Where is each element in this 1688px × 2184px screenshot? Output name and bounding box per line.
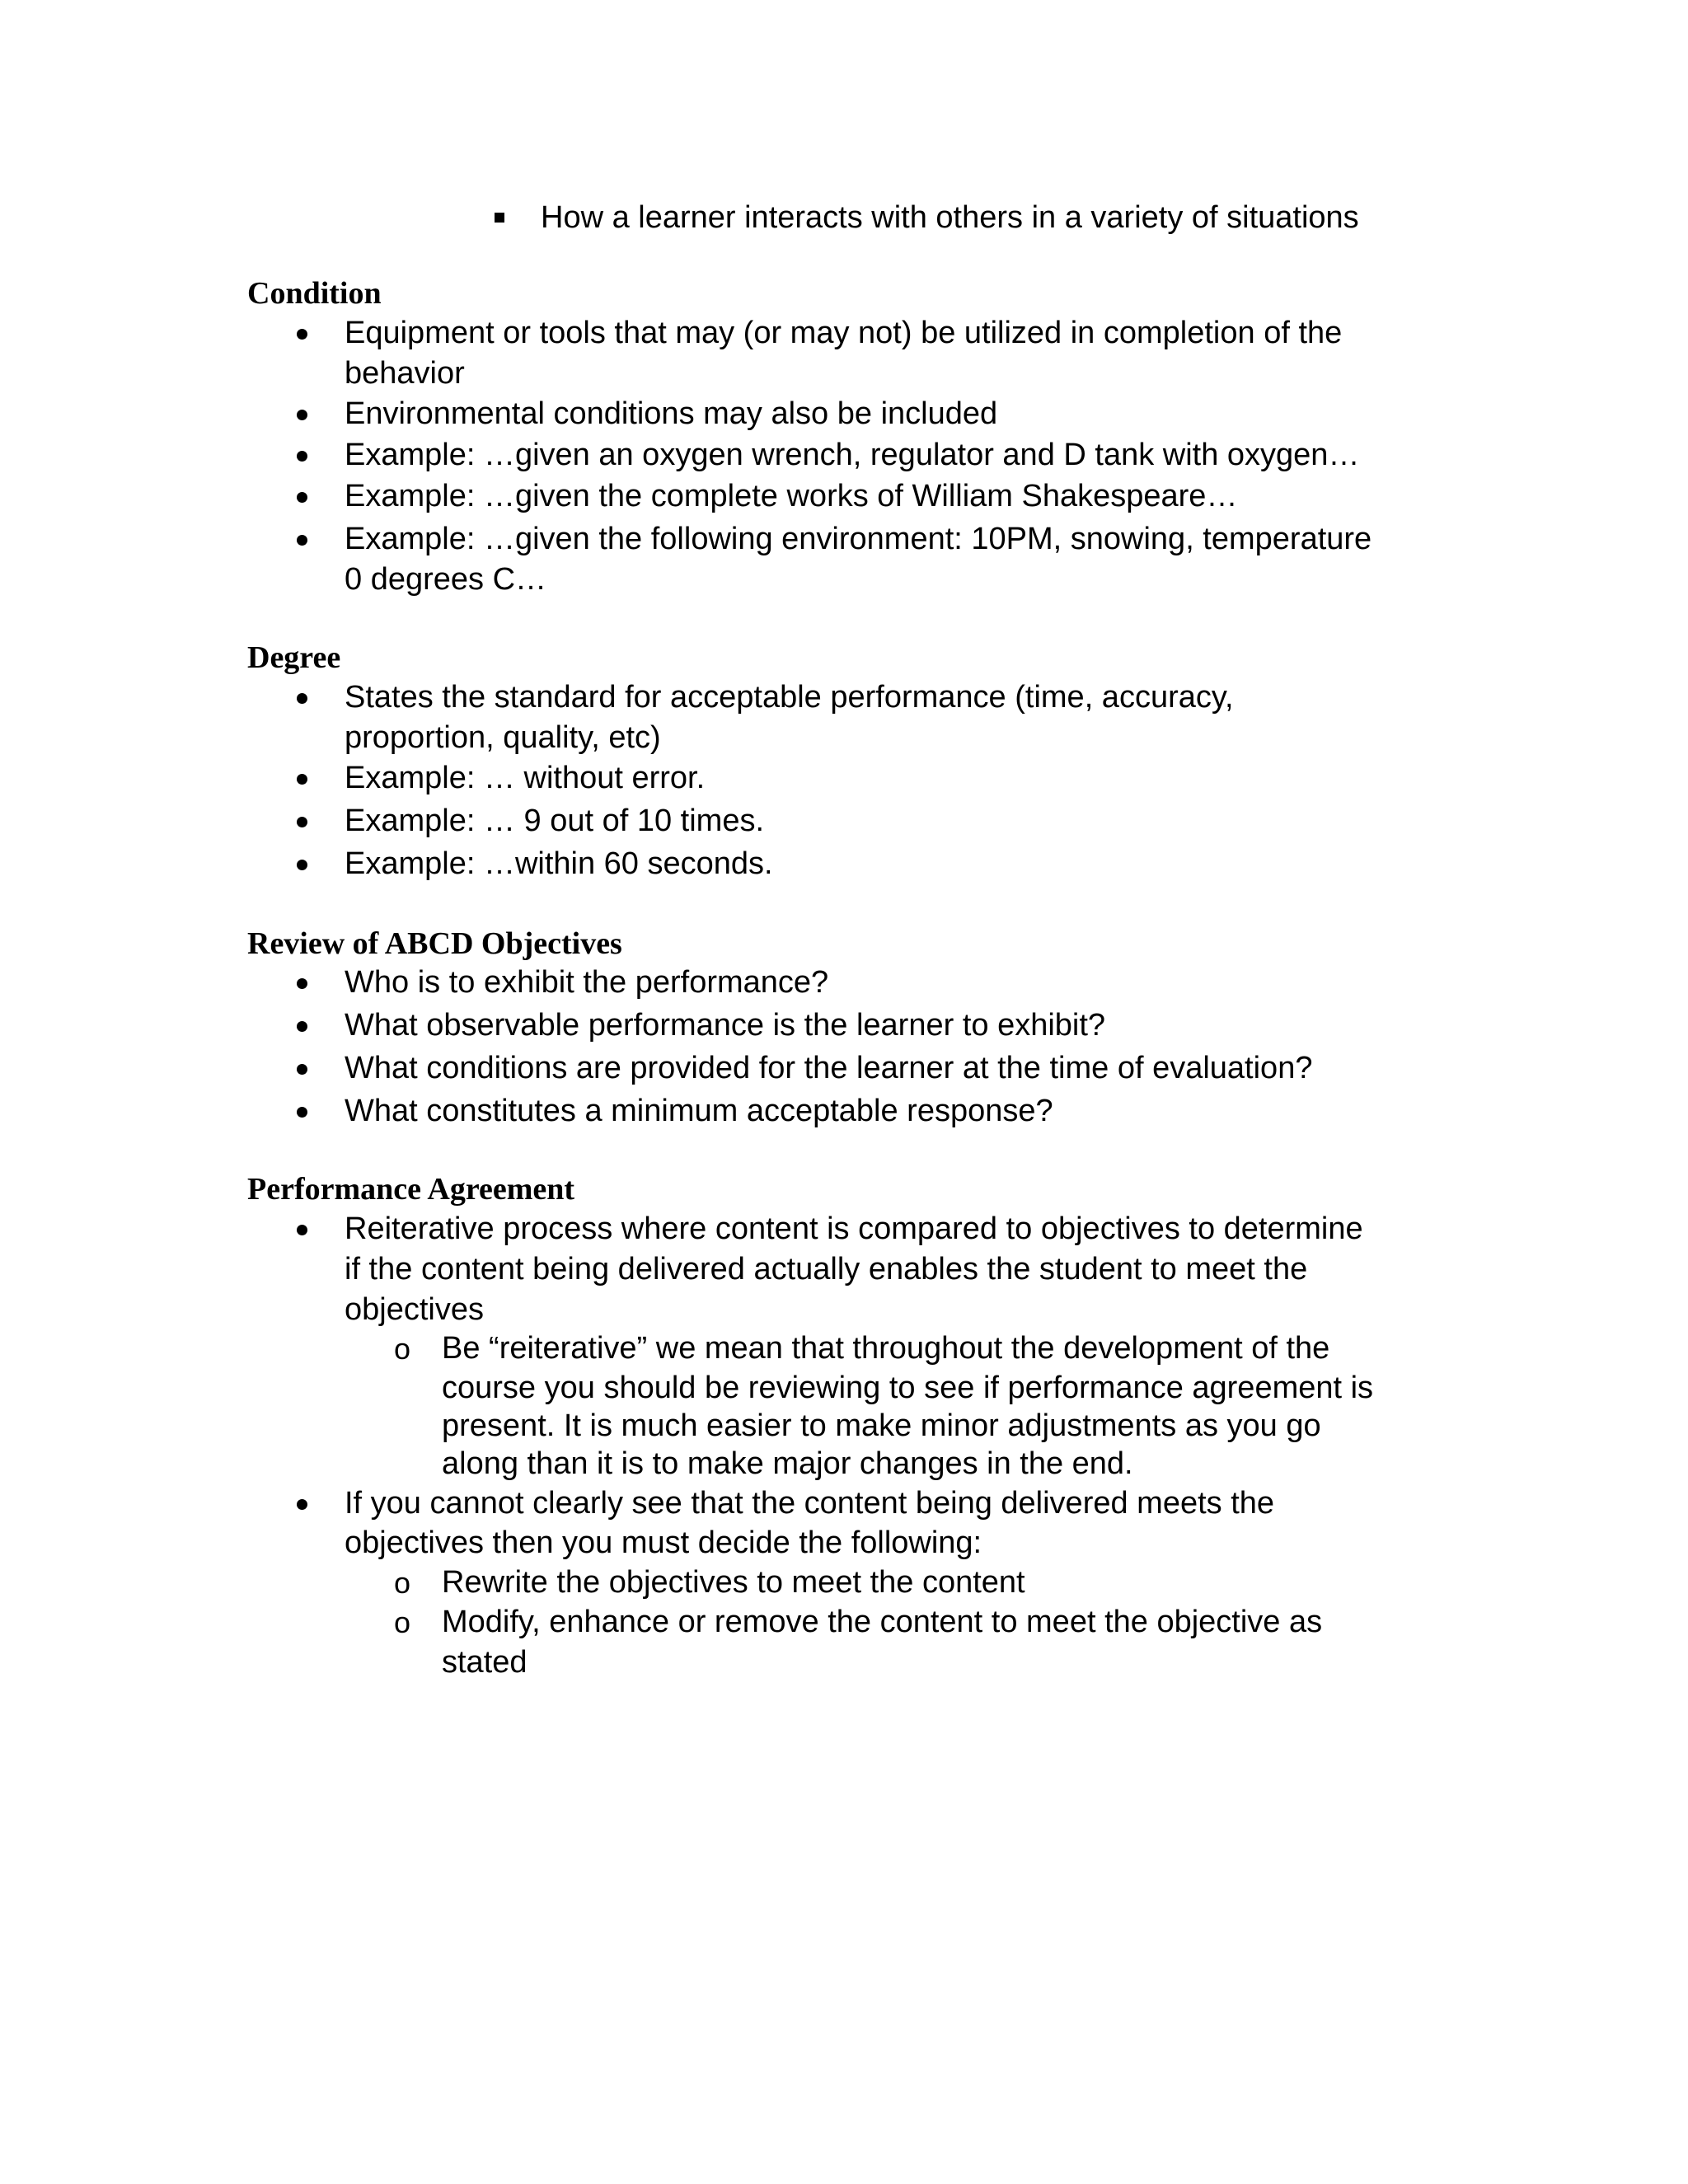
- list-item-text: Who is to exhibit the performance?: [345, 965, 829, 1000]
- list-item-text: Example: …given the following environment: 10PM, snowing, temperature: [345, 522, 1372, 556]
- list-item-text: Example: … 9 out of 10 times.: [345, 804, 765, 838]
- list-item-text: if the content being delivered actually enables the student to meet the: [345, 1252, 1308, 1286]
- bullet-icon: [297, 774, 307, 785]
- heading-performance-agreement: Performance Agreement: [247, 1172, 575, 1207]
- bullet-icon: [297, 817, 307, 827]
- list-item-text: Environmental conditions may also be included: [345, 396, 998, 431]
- circle-bullet-icon: o: [394, 1605, 411, 1639]
- list-item-text: How a learner interacts with others in a variety of situations: [541, 200, 1359, 235]
- list-item-text: Example: … without error.: [345, 761, 706, 795]
- bullet-icon: [297, 1064, 307, 1075]
- bullet-icon: [297, 329, 307, 340]
- sub-list-item-text: Rewrite the objectives to meet the content: [442, 1565, 1025, 1600]
- list-item-text: What constitutes a minimum acceptable response?: [345, 1094, 1053, 1128]
- bullet-icon: [297, 1499, 307, 1510]
- list-item-text: Example: …given the complete works of William Shakespeare…: [345, 479, 1238, 513]
- bullet-icon: [297, 1225, 307, 1235]
- heading-degree: Degree: [247, 640, 341, 675]
- list-item-text: objectives: [345, 1292, 484, 1327]
- bullet-icon: [297, 860, 307, 870]
- list-item-text: Reiterative process where content is compared to objectives to determine: [345, 1212, 1363, 1246]
- list-item-text: What conditions are provided for the learner at the time of evaluation?: [345, 1051, 1313, 1085]
- list-item-text: States the standard for acceptable performance (time, accuracy,: [345, 680, 1234, 715]
- list-item-text: Equipment or tools that may (or may not) be utilized in completion of the: [345, 316, 1343, 350]
- square-bullet-icon: [495, 213, 504, 223]
- heading-review: Review of ABCD Objectives: [247, 926, 622, 961]
- heading-condition: Condition: [247, 276, 382, 311]
- list-item-text: If you cannot clearly see that the content being delivered meets the: [345, 1486, 1275, 1521]
- bullet-icon: [297, 492, 307, 503]
- bullet-icon: [297, 1021, 307, 1032]
- sub-list-item-text: stated: [442, 1645, 528, 1680]
- list-item-text: behavior: [345, 356, 465, 391]
- bullet-icon: [297, 693, 307, 704]
- sub-list-item-text: along than it is to make major changes in the end.: [442, 1446, 1133, 1481]
- circle-bullet-icon: o: [394, 1332, 411, 1366]
- sub-list-item-text: Modify, enhance or remove the content to meet the objective as: [442, 1605, 1323, 1639]
- list-item-text: objectives then you must decide the following:: [345, 1526, 982, 1560]
- list-item-text: Example: …given an oxygen wrench, regulator and D tank with oxygen…: [345, 438, 1360, 472]
- bullet-icon: [297, 978, 307, 989]
- bullet-icon: [297, 1107, 307, 1118]
- bullet-icon: [297, 535, 307, 546]
- bullet-icon: [297, 410, 307, 420]
- list-item-text: proportion, quality, etc): [345, 720, 661, 755]
- bullet-icon: [297, 451, 307, 462]
- sub-list-item-text: course you should be reviewing to see if performance agreement is: [442, 1371, 1374, 1405]
- list-item-text: What observable performance is the learner to exhibit?: [345, 1008, 1106, 1043]
- list-item-text: 0 degrees C…: [345, 562, 547, 597]
- sub-list-item-text: Be “reiterative” we mean that throughout the development of the: [442, 1331, 1330, 1366]
- sub-list-item-text: present. It is much easier to make minor adjustments as you go: [442, 1408, 1321, 1443]
- list-item-text: Example: …within 60 seconds.: [345, 846, 773, 881]
- circle-bullet-icon: o: [394, 1566, 411, 1600]
